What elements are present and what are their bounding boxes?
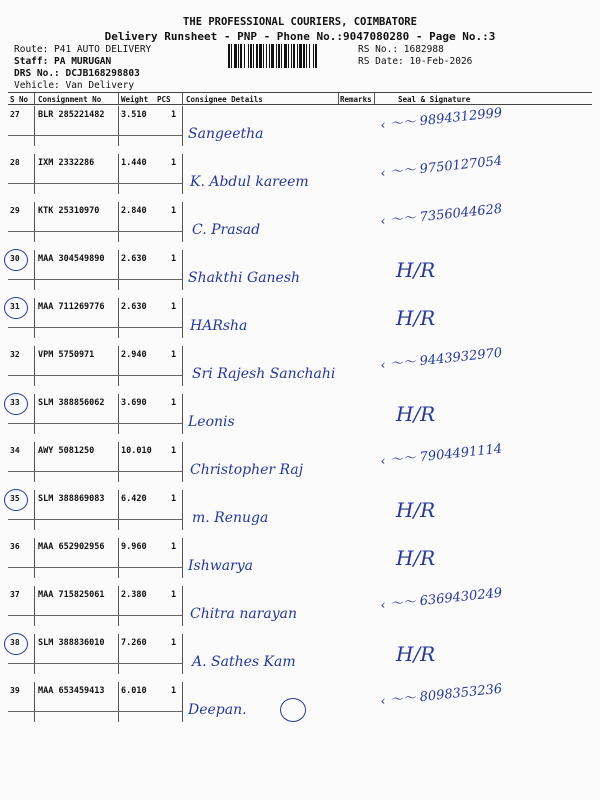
cell-consignment: IXM 2332286 <box>38 158 95 168</box>
row-divider <box>8 615 182 616</box>
cell-pcs: 1 <box>171 254 177 264</box>
row-divider <box>8 183 182 184</box>
consignee-handwriting: Sangeetha <box>188 126 264 142</box>
col-divider <box>34 250 35 290</box>
row-divider <box>8 279 182 280</box>
company-title: THE PROFESSIONAL COURIERS, COIMBATORE <box>183 16 417 28</box>
col-seal-signature: Seal & Signature <box>398 95 471 104</box>
cell-consignment: MAA 715825061 <box>38 590 105 600</box>
col-divider <box>118 202 119 242</box>
consignee-handwriting: Ishwarya <box>188 558 254 574</box>
signature-handwriting: ‹ 〜〜 6369430249 <box>379 585 503 614</box>
vehicle-text: Vehicle: Van Delivery <box>14 80 135 91</box>
table-row <box>8 106 592 146</box>
circle-mark <box>4 633 28 655</box>
cell-weight: 2.940 <box>121 350 147 360</box>
cell-weight: 2.630 <box>121 254 147 264</box>
cell-sno: 39 <box>10 686 20 695</box>
signature-handwriting: H/R <box>396 258 436 282</box>
col-divider <box>34 538 35 578</box>
signature-handwriting: ‹ 〜〜 7356044628 <box>379 201 503 230</box>
row-divider <box>8 519 182 520</box>
cell-consignment: MAA 653459413 <box>38 686 105 696</box>
table-row <box>8 586 592 626</box>
cell-pcs: 1 <box>171 686 177 696</box>
col-divider <box>118 490 119 530</box>
cell-weight: 3.510 <box>121 110 147 120</box>
consignee-handwriting: Shakthi Ganesh <box>188 270 301 286</box>
consignee-handwriting: C. Prasad <box>192 222 261 238</box>
cell-sno: 31 <box>10 302 20 311</box>
table-row <box>8 298 592 338</box>
col-divider <box>34 634 35 674</box>
col-divider <box>34 92 35 104</box>
col-divider <box>182 346 183 386</box>
col-divider <box>118 298 119 338</box>
cell-weight: 9.960 <box>121 542 147 552</box>
col-divider <box>118 106 119 146</box>
cell-consignment: MAA 652902956 <box>38 542 105 552</box>
table-row <box>8 538 592 578</box>
table-row <box>8 202 592 242</box>
circle-mark <box>4 249 28 271</box>
cell-sno: 34 <box>10 446 20 455</box>
cell-weight: 10.010 <box>121 446 152 456</box>
col-divider <box>182 682 183 722</box>
cell-consignment: VPM 5750971 <box>38 350 95 360</box>
consignee-handwriting: m. Renuga <box>192 510 269 526</box>
col-sno: S No <box>10 95 29 104</box>
row-divider <box>8 711 182 712</box>
col-divider <box>338 92 339 104</box>
consignee-handwriting: Leonis <box>188 414 235 430</box>
circle-mark <box>4 393 28 415</box>
runsheet-subtitle: Delivery Runsheet - PNP - Phone No.:9047080280 - Page No.:3 <box>104 30 496 43</box>
col-divider <box>374 92 375 104</box>
col-divider <box>182 298 183 338</box>
cell-sno: 28 <box>10 158 20 167</box>
col-remarks: Remarks <box>340 95 372 104</box>
cell-consignment: BLR 285221482 <box>38 110 105 120</box>
col-divider <box>118 442 119 482</box>
col-divider <box>34 394 35 434</box>
cell-sno: 33 <box>10 398 20 407</box>
col-divider <box>34 202 35 242</box>
cell-sno: 36 <box>10 542 20 551</box>
row-divider <box>8 423 182 424</box>
row-divider <box>8 135 182 136</box>
table-row <box>8 250 592 290</box>
cell-pcs: 1 <box>171 590 177 600</box>
col-divider <box>182 538 183 578</box>
stamp-scribble-icon <box>280 698 306 722</box>
col-divider <box>182 250 183 290</box>
rs-number: RS No.: 1682988 <box>358 44 444 55</box>
consignee-handwriting: A. Sathes Kam <box>192 654 296 670</box>
cell-consignment: SLM 388836010 <box>38 638 105 648</box>
rs-date: RS Date: 10-Feb-2026 <box>358 56 473 67</box>
table-row <box>8 394 592 434</box>
col-divider <box>118 346 119 386</box>
col-divider <box>118 250 119 290</box>
col-divider <box>34 490 35 530</box>
cell-sno: 38 <box>10 638 20 647</box>
signature-handwriting: H/R <box>396 546 436 570</box>
col-divider <box>34 106 35 146</box>
cell-weight: 2.380 <box>121 590 147 600</box>
col-consignment: Consignment No <box>38 95 102 104</box>
consignee-handwriting: K. Abdul kareem <box>190 174 309 190</box>
signature-handwriting: H/R <box>396 402 436 426</box>
table-row <box>8 346 592 386</box>
cell-weight: 3.690 <box>121 398 147 408</box>
col-divider <box>118 538 119 578</box>
col-divider <box>182 106 183 146</box>
barcode <box>228 44 354 68</box>
consignee-handwriting: Christopher Raj <box>190 462 304 478</box>
cell-pcs: 1 <box>171 350 177 360</box>
table-row <box>8 490 592 530</box>
cell-consignment: MAA 711269776 <box>38 302 105 312</box>
cell-weight: 1.440 <box>121 158 147 168</box>
row-divider <box>8 567 182 568</box>
header-top-rule <box>8 92 592 93</box>
signature-handwriting: ‹ 〜〜 8098353236 <box>379 681 503 710</box>
col-divider <box>34 586 35 626</box>
row-divider <box>8 471 182 472</box>
cell-pcs: 1 <box>171 110 177 120</box>
signature-handwriting: ‹ 〜〜 7904491114 <box>379 441 503 470</box>
consignee-handwriting: HARsha <box>190 318 248 334</box>
col-weight: Weight <box>121 95 149 104</box>
cell-sno: 37 <box>10 590 20 599</box>
table-row <box>8 154 592 194</box>
cell-weight: 6.420 <box>121 494 147 504</box>
table-row <box>8 442 592 482</box>
col-divider <box>118 634 119 674</box>
col-divider <box>34 346 35 386</box>
col-divider <box>34 154 35 194</box>
col-divider <box>34 682 35 722</box>
col-divider <box>118 682 119 722</box>
signature-handwriting: ‹ 〜〜 9750127054 <box>379 153 503 182</box>
cell-consignment: KTK 25310970 <box>38 206 100 216</box>
header-bottom-rule <box>8 104 592 105</box>
cell-sno: 35 <box>10 494 20 503</box>
cell-weight: 2.840 <box>121 206 147 216</box>
cell-pcs: 1 <box>171 302 177 312</box>
row-divider <box>8 231 182 232</box>
col-divider <box>182 154 183 194</box>
consignee-handwriting: Sri Rajesh Sanchahi <box>192 366 336 382</box>
cell-pcs: 1 <box>171 494 177 504</box>
cell-consignment: AWY 5081250 <box>38 446 95 456</box>
row-divider <box>8 375 182 376</box>
row-divider <box>8 327 182 328</box>
cell-pcs: 1 <box>171 206 177 216</box>
col-divider <box>34 442 35 482</box>
cell-sno: 27 <box>10 110 20 119</box>
col-divider <box>182 394 183 434</box>
signature-handwriting: ‹ 〜〜 9443932970 <box>379 345 503 374</box>
col-divider <box>182 586 183 626</box>
cell-pcs: 1 <box>171 158 177 168</box>
cell-consignment: SLM 388856062 <box>38 398 105 408</box>
cell-pcs: 1 <box>171 638 177 648</box>
cell-sno: 29 <box>10 206 20 215</box>
staff-text: Staff: PA MURUGAN <box>14 56 112 67</box>
col-divider <box>34 298 35 338</box>
col-divider <box>182 490 183 530</box>
col-divider <box>182 442 183 482</box>
cell-sno: 32 <box>10 350 20 359</box>
consignee-handwriting: Deepan. <box>188 702 247 718</box>
col-divider <box>182 634 183 674</box>
circle-mark <box>4 297 28 319</box>
consignee-handwriting: Chitra narayan <box>190 606 297 622</box>
col-pcs: PCS <box>157 95 171 104</box>
col-divider <box>118 154 119 194</box>
cell-pcs: 1 <box>171 446 177 456</box>
table-row <box>8 634 592 674</box>
cell-consignment: SLM 388869083 <box>38 494 105 504</box>
route-text: Route: P41 AUTO DELIVERY <box>14 44 152 55</box>
signature-handwriting: H/R <box>396 642 436 666</box>
cell-weight: 2.630 <box>121 302 147 312</box>
cell-weight: 7.260 <box>121 638 147 648</box>
cell-pcs: 1 <box>171 398 177 408</box>
cell-sno: 30 <box>10 254 20 263</box>
signature-handwriting: ‹ 〜〜 9894312999 <box>379 105 503 134</box>
drs-text: DRS No.: DCJB168298803 <box>14 68 140 79</box>
col-divider <box>118 586 119 626</box>
col-consignee: Consignee Details <box>186 95 263 104</box>
col-divider <box>118 92 119 104</box>
signature-handwriting: H/R <box>396 306 436 330</box>
cell-pcs: 1 <box>171 542 177 552</box>
cell-weight: 6.010 <box>121 686 147 696</box>
col-divider <box>182 92 183 104</box>
row-divider <box>8 663 182 664</box>
col-divider <box>118 394 119 434</box>
signature-handwriting: H/R <box>396 498 436 522</box>
circle-mark <box>4 489 28 511</box>
cell-consignment: MAA 304549890 <box>38 254 105 264</box>
col-divider <box>182 202 183 242</box>
